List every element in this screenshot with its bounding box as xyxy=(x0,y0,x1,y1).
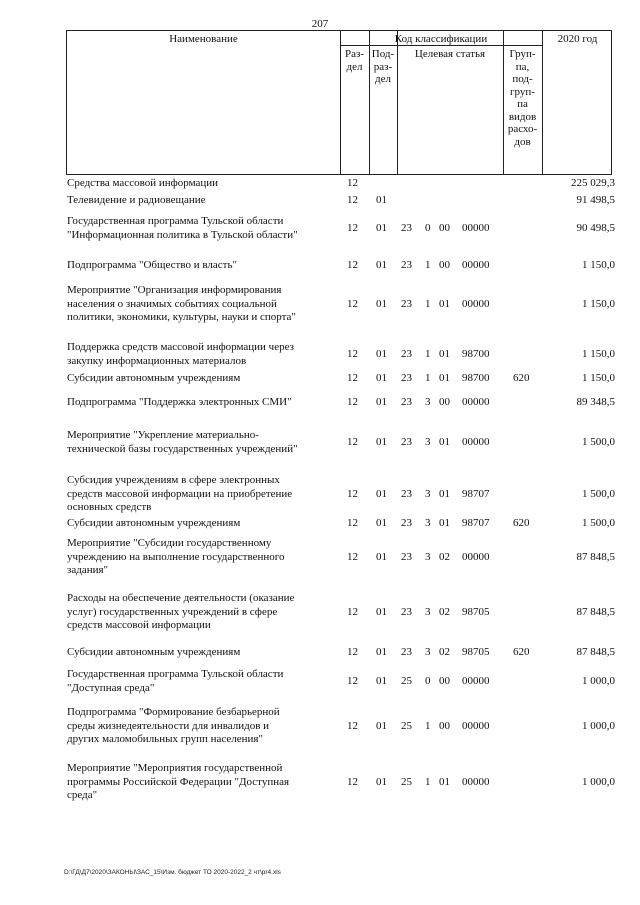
row-code-c2: 3 xyxy=(425,396,431,408)
row-name: Государственная программа Тульской области "Информационная политика в Тульской области" xyxy=(67,215,298,241)
row-code-c4: 98705 xyxy=(462,646,490,658)
row-code-pr: 01 xyxy=(376,775,387,788)
table-row xyxy=(0,284,640,325)
row-code-c3: 00 xyxy=(439,719,450,732)
row-code-c3: 01 xyxy=(439,517,450,529)
row-code-c3: 00 xyxy=(439,221,450,234)
header-razdel: Раз- дел xyxy=(344,48,364,73)
row-code-rz: 12 xyxy=(347,487,358,500)
table-row xyxy=(0,259,640,273)
row-code-c2: 3 xyxy=(425,435,431,448)
row-amount: 1 150,0 xyxy=(582,259,615,271)
row-code-pr: 01 xyxy=(376,605,387,618)
row-code-c1: 23 xyxy=(401,487,412,500)
row-name: Субсидия учреждениям в сфере электронных средств массовой информации на приобретение основных средств xyxy=(67,474,293,513)
table-row xyxy=(0,372,640,386)
header-divider xyxy=(542,31,543,174)
row-code-c3: 00 xyxy=(439,396,450,408)
row-amount: 87 848,5 xyxy=(576,646,615,658)
row-code-c3: 01 xyxy=(439,435,450,448)
row-name: Мероприятие "Мероприятия государственной программы Российской Федерации "Доступная среда" xyxy=(67,762,290,801)
row-name: Подпрограмма "Общество и власть" xyxy=(67,259,237,271)
row-name: Телевидение и радиовещание xyxy=(67,194,206,206)
row-code-rz: 12 xyxy=(347,775,358,788)
table-row xyxy=(0,537,640,578)
row-code-c2: 3 xyxy=(425,517,431,529)
row-code-pr: 01 xyxy=(376,347,387,360)
row-code-c4: 00000 xyxy=(462,719,490,732)
row-code-c4: 00000 xyxy=(462,396,490,408)
row-code-c4: 98705 xyxy=(462,605,490,618)
row-code-c3: 02 xyxy=(439,550,450,563)
table-row xyxy=(0,706,640,747)
row-code-rz: 12 xyxy=(347,517,358,529)
row-code-c3: 02 xyxy=(439,605,450,618)
row-name: Расходы на обеспечение деятельности (оказание услуг) государственных учреждений в сфере средств массовой информации xyxy=(67,592,295,631)
row-code-c2: 1 xyxy=(425,372,431,384)
row-code-c1: 25 xyxy=(401,719,412,732)
row-code-c2: 1 xyxy=(425,719,431,732)
row-code-pr: 01 xyxy=(376,487,387,500)
row-code-c1: 23 xyxy=(401,435,412,448)
row-code-c1: 23 xyxy=(401,372,412,384)
row-code-c1: 25 xyxy=(401,674,412,687)
row-code-pr: 01 xyxy=(376,297,387,310)
row-code-c4: 00000 xyxy=(462,674,490,687)
row-name: Субсидии автономным учреждениям xyxy=(67,372,241,384)
row-code-c4: 98707 xyxy=(462,487,490,500)
row-code-c1: 23 xyxy=(401,396,412,408)
file-path-footer: D:\ГД\Д7\2020\ЗАКОНЫ\ЗАС_15\Изм. бюджет ТО 2020-2022_2 чт\pr4.xls xyxy=(64,869,281,876)
row-code-pr: 01 xyxy=(376,517,387,529)
row-code-c4: 98707 xyxy=(462,517,490,529)
row-code-c2: 0 xyxy=(425,674,431,687)
row-code-rz: 12 xyxy=(347,297,358,310)
row-code-pr: 01 xyxy=(376,550,387,563)
row-name: Мероприятие "Укрепление материально- технической базы государственных учреждений" xyxy=(67,429,298,455)
row-amount: 225 029,3 xyxy=(571,177,615,189)
row-code-c2: 3 xyxy=(425,646,431,658)
row-amount: 1 500,0 xyxy=(582,517,615,529)
row-code-rz: 12 xyxy=(347,550,358,563)
row-code-c1: 25 xyxy=(401,775,412,788)
row-code-c3: 01 xyxy=(439,297,450,310)
row-code-rz: 12 xyxy=(347,347,358,360)
row-code-c4: 00000 xyxy=(462,259,490,271)
row-amount: 90 498,5 xyxy=(576,221,615,234)
table-row xyxy=(0,177,640,191)
row-code-rz: 12 xyxy=(347,646,358,658)
row-code-pr: 01 xyxy=(376,396,387,408)
row-amount: 1 000,0 xyxy=(582,775,615,788)
row-code-pr: 01 xyxy=(376,719,387,732)
row-name: Субсидии автономным учреждениям xyxy=(67,646,241,658)
header-name: Наименование xyxy=(169,33,238,45)
row-name: Средства массовой информации xyxy=(67,177,218,189)
row-amount: 91 498,5 xyxy=(576,194,615,206)
row-code-c1: 23 xyxy=(401,550,412,563)
row-code-c3: 02 xyxy=(439,646,450,658)
row-code-pr: 01 xyxy=(376,646,387,658)
row-amount: 1 150,0 xyxy=(582,347,615,360)
row-code-c2: 3 xyxy=(425,550,431,563)
row-code-c2: 1 xyxy=(425,347,431,360)
row-code-c2: 1 xyxy=(425,297,431,310)
table-row xyxy=(0,517,640,531)
table-row xyxy=(0,592,640,633)
row-code-pr: 01 xyxy=(376,221,387,234)
row-amount: 1 150,0 xyxy=(582,372,615,384)
row-name: Подпрограмма "Формирование безбарьерной среды жизнедеятельности для инвалидов и других маломобильных групп населения" xyxy=(67,706,280,745)
header-group: Груп- па, под- груп- па видов расхо- дов xyxy=(507,48,538,148)
row-code-c4: 00000 xyxy=(462,297,490,310)
row-name: Государственная программа Тульской области "Доступная среда" xyxy=(67,668,284,694)
table-row xyxy=(0,646,640,660)
row-code-c2: 1 xyxy=(425,775,431,788)
header-code: Код классификации xyxy=(394,33,488,45)
row-code-c2: 3 xyxy=(425,487,431,500)
row-code-c4: 98700 xyxy=(462,347,490,360)
row-code-c3: 01 xyxy=(439,775,450,788)
row-amount: 89 348,5 xyxy=(576,396,615,408)
row-amount: 1 000,0 xyxy=(582,674,615,687)
row-code-rz: 12 xyxy=(347,221,358,234)
row-code-c1: 23 xyxy=(401,259,412,271)
row-code-rz: 12 xyxy=(347,674,358,687)
row-code-vr: 620 xyxy=(513,646,530,658)
row-code-pr: 01 xyxy=(376,372,387,384)
row-amount: 1 500,0 xyxy=(582,487,615,500)
row-amount: 1 150,0 xyxy=(582,297,615,310)
row-code-c3: 01 xyxy=(439,487,450,500)
row-code-pr: 01 xyxy=(376,674,387,687)
table-row xyxy=(0,396,640,410)
row-name: Субсидии автономным учреждениям xyxy=(67,517,241,529)
row-code-c2: 0 xyxy=(425,221,431,234)
row-code-c3: 00 xyxy=(439,674,450,687)
row-amount: 1 000,0 xyxy=(582,719,615,732)
row-code-c3: 01 xyxy=(439,347,450,360)
row-code-c1: 23 xyxy=(401,517,412,529)
header-year: 2020 год xyxy=(557,33,598,45)
page-number: 207 xyxy=(311,18,329,30)
row-amount: 1 500,0 xyxy=(582,435,615,448)
table-header xyxy=(66,30,612,175)
row-code-c2: 3 xyxy=(425,605,431,618)
row-code-c4: 00000 xyxy=(462,550,490,563)
row-name: Мероприятие "Субсидии государственному учреждению на выполнение государственного задания" xyxy=(67,537,285,576)
row-code-c4: 98700 xyxy=(462,372,490,384)
row-code-c2: 1 xyxy=(425,259,431,271)
row-code-rz: 12 xyxy=(347,194,358,206)
table-row xyxy=(0,194,640,208)
row-code-rz: 12 xyxy=(347,372,358,384)
table-row xyxy=(0,474,640,515)
header-podrazdel: Под- раз- дел xyxy=(371,48,395,85)
row-code-rz: 12 xyxy=(347,605,358,618)
row-code-vr: 620 xyxy=(513,517,530,529)
row-code-pr: 01 xyxy=(376,194,387,206)
row-amount: 87 848,5 xyxy=(576,605,615,618)
row-amount: 87 848,5 xyxy=(576,550,615,563)
row-code-c4: 00000 xyxy=(462,435,490,448)
row-code-rz: 12 xyxy=(347,177,358,189)
row-code-c3: 01 xyxy=(439,372,450,384)
row-code-pr: 01 xyxy=(376,435,387,448)
row-code-c4: 00000 xyxy=(462,775,490,788)
table-row xyxy=(0,668,640,695)
row-name: Подпрограмма "Поддержка электронных СМИ" xyxy=(67,396,292,408)
row-name: Мероприятие "Организация информирования населения о значимых событиях социальной политики, экономики, культуры, науки и спорта" xyxy=(67,284,296,323)
table-row xyxy=(0,429,640,456)
row-code-c4: 00000 xyxy=(462,221,490,234)
row-code-c1: 23 xyxy=(401,646,412,658)
row-name: Поддержка средств массовой информации через закупку информационных материалов xyxy=(67,341,294,367)
header-target: Целевая статья xyxy=(414,48,486,60)
row-code-c1: 23 xyxy=(401,347,412,360)
row-code-pr: 01 xyxy=(376,259,387,271)
table-row xyxy=(0,762,640,803)
row-code-rz: 12 xyxy=(347,396,358,408)
row-code-vr: 620 xyxy=(513,372,530,384)
row-code-rz: 12 xyxy=(347,259,358,271)
row-code-rz: 12 xyxy=(347,719,358,732)
table-row xyxy=(0,215,640,242)
row-code-c1: 23 xyxy=(401,221,412,234)
row-code-c3: 00 xyxy=(439,259,450,271)
table-row xyxy=(0,341,640,368)
row-code-rz: 12 xyxy=(347,435,358,448)
row-code-c1: 23 xyxy=(401,605,412,618)
row-code-c1: 23 xyxy=(401,297,412,310)
